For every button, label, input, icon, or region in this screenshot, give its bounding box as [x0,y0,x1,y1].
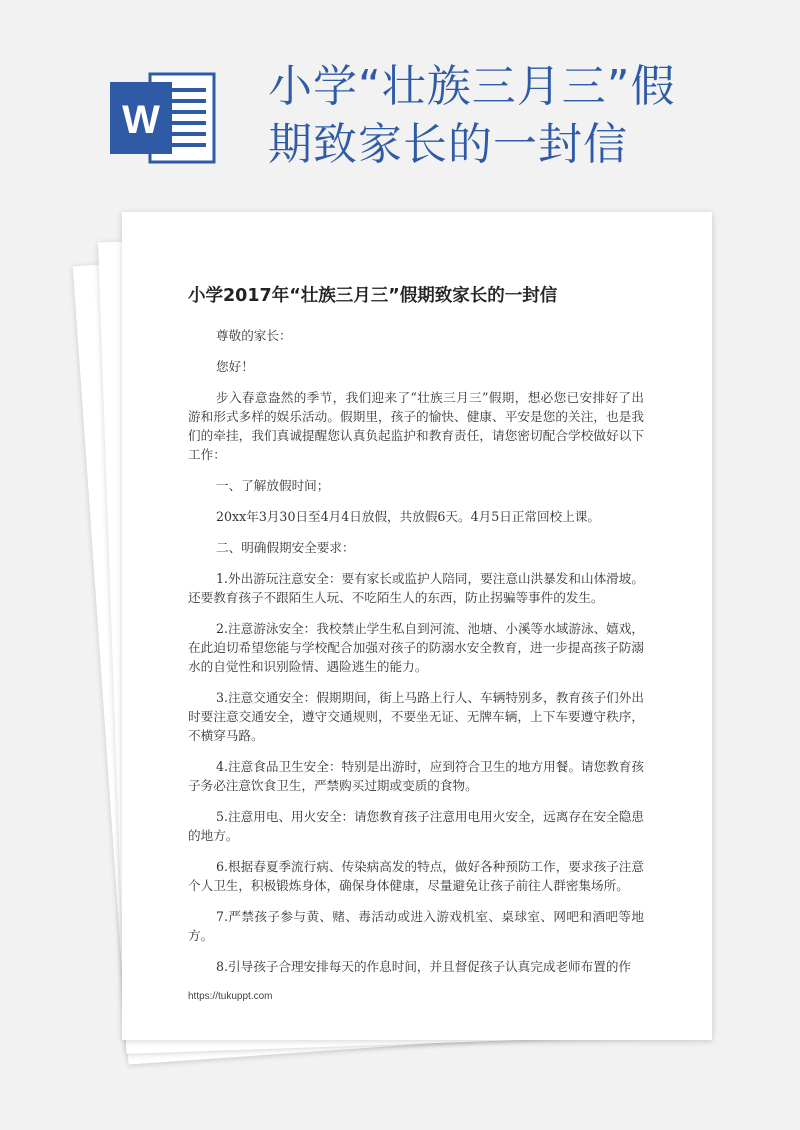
greeting: 您好！ [216,359,254,374]
safety-item: 1.外出游玩注意安全：要有家长或监护人陪同，要注意山洪暴发和山体滑坡。还要教育孩子不跟陌生人玩、不吃陌生人的东西，防止拐骗等事件的发生。 [188,571,644,605]
word-document-icon [110,72,218,164]
intro-paragraph: 步入春意盎然的季节，我们迎来了“壮族三月三”假期，想必您已安排好了出游和形式多样的娱乐活动。假期里，孩子的愉快、健康、平安是您的关注，也是我们的牵挂，我们真诚提醒您认真负起监护和教育责任，请您密切配合学校做好以下工作： [188,390,644,462]
safety-item: 8.引导孩子合理安排每天的作息时间，并且督促孩子认真完成老师布置的作 [216,959,632,974]
safety-item: 7.严禁孩子参与黄、赌、毒活动或进入游戏机室、桌球室、网吧和酒吧等地方。 [188,909,644,943]
safety-item: 5.注意用电、用火安全：请您教育孩子注意用电用火安全，远离存在安全隐患的地方。 [188,809,644,843]
section-heading-safety: 二、明确假期安全要求： [216,540,355,555]
document-body [188,326,644,988]
holiday-dates: 20xx年3月30日至4月4日放假，共放假6天。4月5日正常回校上课。 [216,509,600,524]
safety-item: 6.根据春夏季流行病、传染病高发的特点，做好各种预防工作，要求孩子注意个人卫生，积极锻炼身体，确保身体健康，尽量避免让孩子前往人群密集场所。 [188,859,644,893]
document-title: 小学2017年“壮族三月三”假期致家长的一封信 [188,286,558,306]
safety-item: 4.注意食品卫生安全：特别是出游时，应到符合卫生的地方用餐。请您教育孩子务必注意饮食卫生，严禁购买过期或变质的食物。 [188,759,644,793]
section-heading-holiday: 一、了解放假时间； [216,478,330,493]
safety-item: 3.注意交通安全：假期期间，街上马路上行人、车辆特别多，教育孩子们外出时要注意交通安全，遵守交通规则，不要坐无证、无牌车辆，上下车要遵守秩序，不横穿马路。 [188,690,644,743]
safety-item: 2.注意游泳安全：我校禁止学生私自到河流、池塘、小溪等水域游泳、嬉戏，在此迫切希望您能与学校配合加强对孩子的防溺水安全教育，进一步提高孩子防溺水的自觉性和识别险情、遇险逃生的能力。 [188,621,644,674]
banner-title: 小学“壮族三月三”假期致家长的一封信 [268,61,676,170]
footer-url[interactable]: https://tukuppt.com [188,991,273,1002]
word-logo-letter: W [122,98,160,142]
salutation: 尊敬的家长： [216,328,292,343]
